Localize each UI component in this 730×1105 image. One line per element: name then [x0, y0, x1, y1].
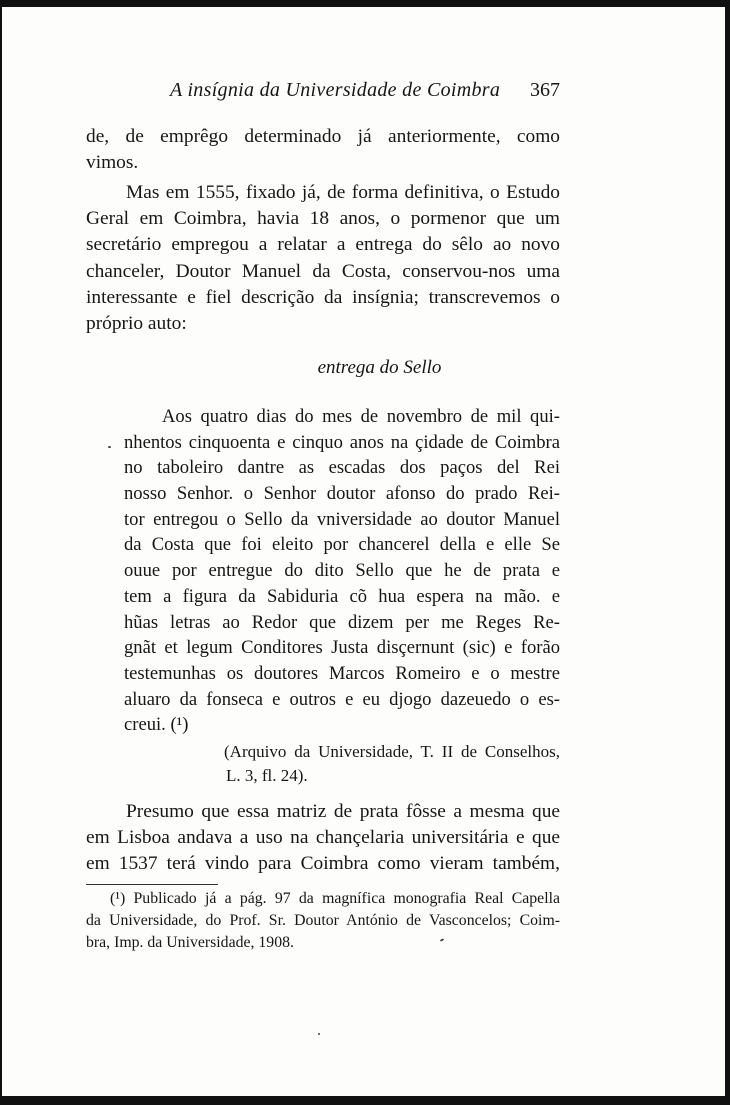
text-line: chanceler, Doutor Manuel da Costa, conservou-nos uma	[86, 260, 560, 282]
citation-line: (Arquivo da Universidade, T. II de Conselhos,	[224, 742, 560, 761]
text-line: em Lisboa andava a uso na chançelaria universitária e que	[86, 827, 560, 849]
quote-line: tor entregou o Sello da vniversidade ao doutor Manuel	[124, 508, 560, 530]
quote-line: tem a figura da Sabiduria cõ hua espera na mão. e	[124, 585, 560, 607]
citation-line: L. 3, fl. 24).	[226, 766, 308, 785]
quote-line: nosso Senhor. o Senhor doutor afonso do prado Rei-	[124, 483, 560, 505]
quote-line: hũas letras ao Redor que dizem per me Reges Re-	[124, 611, 560, 633]
running-title: A insígnia da Universidade de Coimbra	[170, 79, 501, 101]
text-line: secretário empregou a relatar a entrega do sêlo ao novo	[86, 234, 560, 256]
quote-line: da Costa que foi eleito por chancerel della e elle Se	[124, 534, 560, 556]
scan-speck	[318, 1033, 320, 1035]
text-line: interessante e fiel descrição da insígnia; transcrevemos o	[86, 286, 560, 308]
footnote-line: da Universidade, do Prof. Sr. Doutor António de Vasconcelos; Coim-	[86, 912, 560, 929]
footnote-line: (¹) Publicado já a pág. 97 da magnífica monografia Real Capella	[110, 890, 560, 907]
text-line: Presumo que essa matriz de prata fôsse a mesma que	[126, 801, 560, 822]
quote-line: nhentos cinquoenta e cinquo anos na çidade de Coimbra	[124, 431, 560, 453]
paragraph-matrix	[86, 799, 560, 878]
scan-speck	[108, 446, 111, 448]
text-line: Geral em Coimbra, havia 18 anos, o pormenor que um	[86, 208, 560, 230]
text-line: próprio auto:	[86, 312, 187, 334]
text-line: Mas em 1555, fixado já, de forma definitiva, o Estudo	[126, 182, 560, 203]
quote-line: ouue por entregue do dito Sello que he de prata e	[124, 560, 560, 582]
footnote-divider	[86, 884, 218, 885]
quote-line: testemunhas os doutores Marcos Romeiro e o mestre	[124, 662, 560, 684]
footnote	[86, 888, 560, 954]
transcribed-record	[124, 404, 560, 738]
paragraph-auto-intro	[86, 180, 560, 337]
text-line: em 1537 terá vindo para Coimbra como vieram também,	[86, 853, 560, 875]
text-line: vimos.	[86, 152, 139, 174]
footnote-line: bra, Imp. da Universidade, 1908.	[86, 934, 294, 951]
page-number: 367	[530, 79, 560, 101]
paragraph-continuation	[86, 124, 560, 176]
text-line: de, de emprêgo determinado já anteriormente, como	[86, 126, 560, 147]
quote-line: creui. (¹)	[124, 714, 189, 736]
archive-citation	[224, 740, 560, 788]
quote-line: aluaro da fonseca e outros e eu djogo dazeuedo o es-	[124, 688, 560, 710]
quote-line: gnãt et legum Conditores Justa disçernunt (sic) e forão	[124, 637, 560, 659]
quote-line: no taboleiro dantre as escadas dos paços del Rei	[124, 457, 560, 479]
page-header	[170, 79, 560, 109]
quote-line: Aos quatro dias do mes de novembro de mil qui-	[162, 406, 560, 427]
section-heading: entrega do Sello	[317, 357, 442, 378]
